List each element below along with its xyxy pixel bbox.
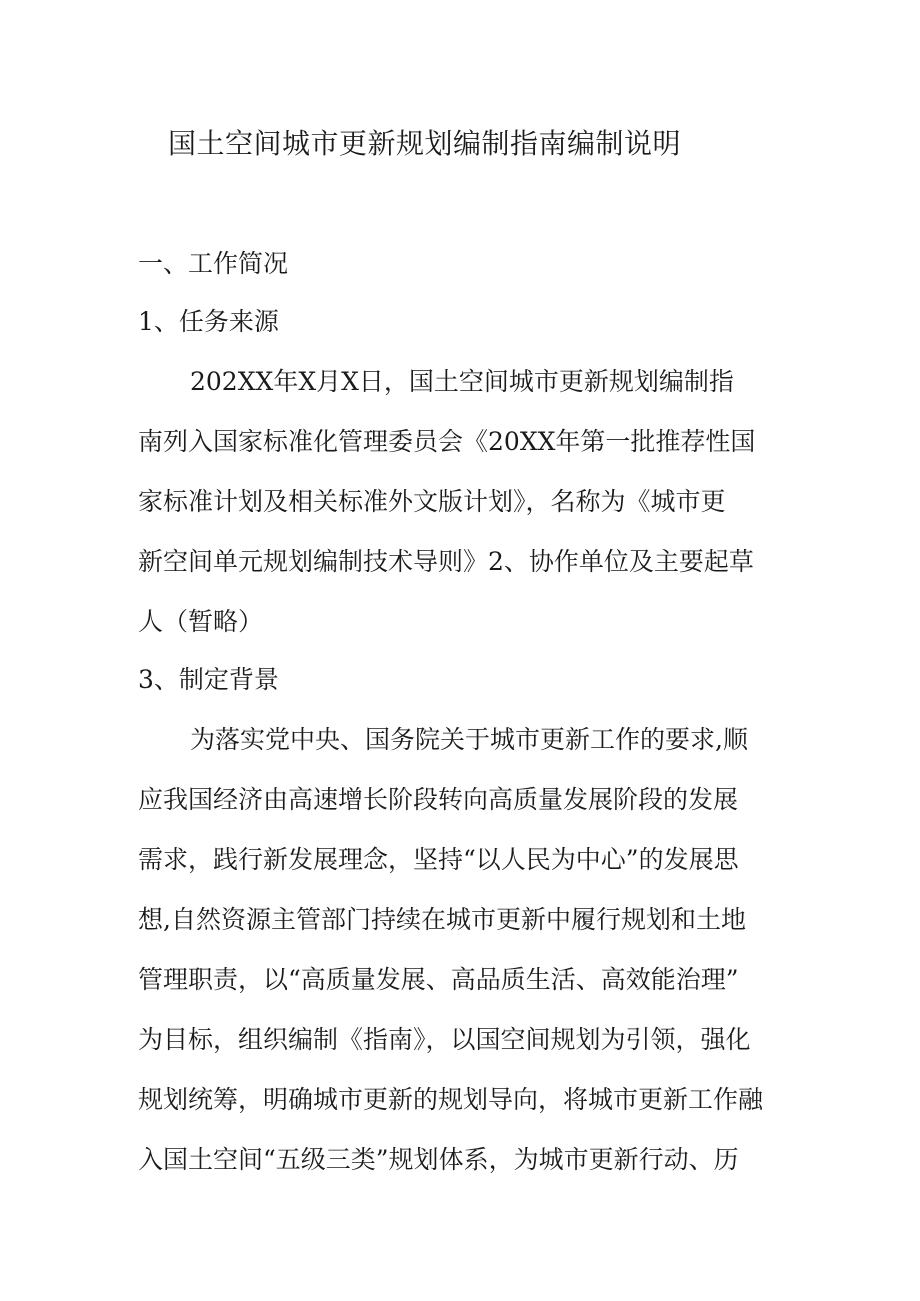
subsection-heading-background: 3、制定背景 [138,665,279,694]
paragraph-line: 想,自然资源主管部门持续在城市更新中履行规划和土地 [138,905,746,934]
paragraph-line: 人（暂略） [138,607,264,636]
paragraph-line: 入国土空间“五级三类”规划体系，为城市更新行动、历 [138,1145,739,1174]
paragraph-line: 应我国经济由高速增长阶段转向高质量发展阶段的发展 [138,785,739,814]
paragraph-line: 为目标，组织编制《指南》，以国空间规划为引领，强化 [138,1025,751,1054]
paragraph-line: 南列入国家标准化管理委员会《20XX年第一批推荐性国 [138,427,756,456]
paragraph-line: 管理职责，以“高质量发展、高品质生活、高效能治理” [138,965,739,994]
paragraph-line: 为落实党中央、国务院关于城市更新工作的要求,顺 [190,725,748,754]
paragraph-line: 家标准计划及相关标准外文版计划》，名称为《城市更 [138,487,726,516]
paragraph-line: 202XX年X月X日，国土空间城市更新规划编制指 [190,367,734,396]
document-title: 国土空间城市更新规划编制指南编制说明 [168,127,682,160]
paragraph-line: 新空间单元规划编制技术导则》2、协作单位及主要起草 [138,547,754,576]
paragraph-line: 需求，践行新发展理念，坚持“以人民为中心”的发展思 [138,845,739,874]
section-heading-work-overview: 一、工作简况 [138,249,289,278]
paragraph-task-source [138,364,788,664]
paragraph-background [138,722,788,1202]
subsection-heading-task-source: 1、任务来源 [138,307,279,336]
paragraph-line: 规划统筹，明确城市更新的规划导向，将城市更新工作融 [138,1085,764,1114]
